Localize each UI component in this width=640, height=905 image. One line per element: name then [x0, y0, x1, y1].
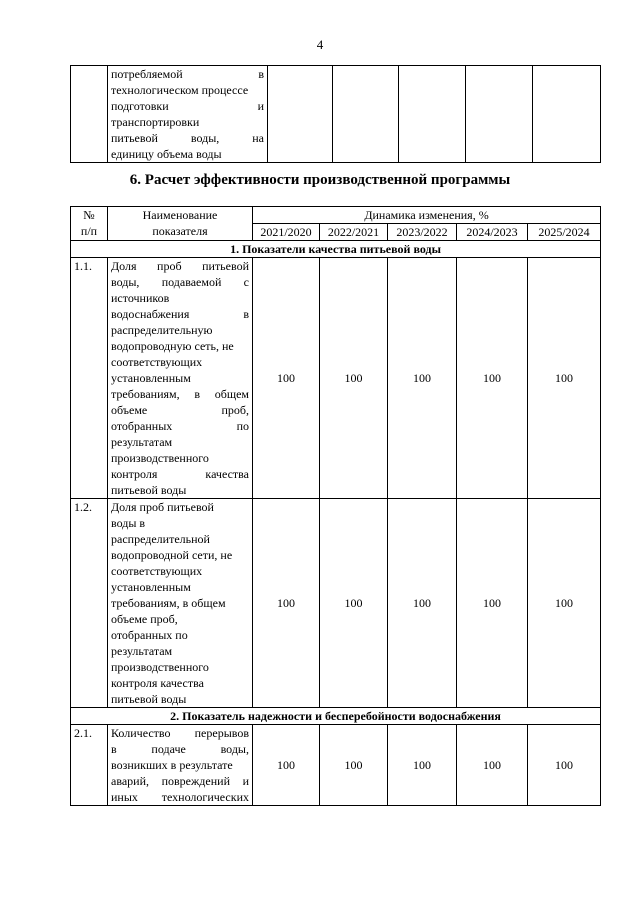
text-line: водопроводную сеть, не: [111, 339, 234, 353]
table-cell: [268, 66, 333, 163]
text-line: требованиям, в общем: [111, 387, 249, 401]
value-cell: 100: [253, 725, 320, 806]
row-number: 1.2.: [71, 499, 108, 708]
text-line: возникших в результате: [111, 758, 233, 772]
group-title: 1. Показатели качества питьевой воды: [71, 241, 601, 258]
value-cell: 100: [320, 725, 388, 806]
text-line: питьевой воды: [111, 692, 187, 706]
indicator-name-cell: [108, 258, 253, 499]
value-cell: 100: [388, 499, 457, 708]
table-cell: [71, 66, 108, 163]
text-line: отобранных по: [111, 419, 249, 433]
dynamics-header: Динамика изменения, %: [253, 207, 601, 224]
text-line: водопроводной сети, не: [111, 548, 233, 562]
text-line: источников: [111, 291, 170, 305]
page-number: 4: [316, 37, 324, 52]
value-cell: 100: [320, 499, 388, 708]
value-cell: 100: [528, 258, 601, 499]
value-cell: 100: [528, 499, 601, 708]
value-cell: 100: [253, 258, 320, 499]
text-line: транспортировки: [111, 115, 200, 129]
text-line: иных технологических: [111, 790, 249, 804]
group-row: [71, 708, 601, 725]
table-cell: [533, 66, 601, 163]
period-header: 2021/2020: [253, 224, 320, 241]
efficiency-table: [70, 206, 601, 806]
text-line: воды в: [111, 516, 146, 530]
group-row: [71, 241, 601, 258]
text-line: потребляемой в: [111, 67, 264, 81]
text-line: Доля проб питьевой: [111, 259, 249, 273]
row-number: 1.1.: [71, 258, 108, 499]
previous-table-continuation: [70, 65, 601, 163]
text-line: единицу объема воды: [111, 147, 222, 161]
text-line: питьевой воды, на: [111, 131, 264, 145]
period-header: 2022/2021: [320, 224, 388, 241]
text-line: результатам: [111, 435, 173, 449]
value-cell: 100: [388, 258, 457, 499]
value-cell: 100: [457, 725, 528, 806]
text-line: контроля качества: [111, 467, 249, 481]
text-line: результатам: [111, 644, 173, 658]
section-title: 6. Расчет эффективности производственной программы: [129, 172, 511, 188]
text-line: установленным: [111, 371, 191, 385]
value-cell: 100: [457, 258, 528, 499]
text-line: установленным: [111, 580, 191, 594]
value-cell: 100: [528, 725, 601, 806]
text-line: аварий, повреждений и: [111, 774, 249, 788]
period-header: 2025/2024: [528, 224, 601, 241]
col-name-header: [108, 207, 253, 241]
text-line: производственного: [111, 660, 209, 674]
period-header: 2023/2022: [388, 224, 457, 241]
text-line: контроля качества: [111, 676, 204, 690]
text-line: отобранных по: [111, 628, 188, 642]
col-name-header-line: показателя: [152, 224, 208, 238]
text-line: распределительной: [111, 532, 210, 546]
col-num-header-line: №: [83, 208, 95, 222]
table-cell: [399, 66, 466, 163]
col-name-header-line: Наименование: [142, 208, 218, 222]
table-row: [71, 725, 601, 806]
group-title: 2. Показатель надежности и бесперебойности водоснабжения: [71, 708, 601, 725]
table-cell: [466, 66, 533, 163]
text-line: объеме проб,: [111, 403, 249, 417]
text-line: соответствующих: [111, 564, 203, 578]
text-line: водоснабжения в: [111, 307, 249, 321]
indicator-name-cell: [108, 725, 253, 806]
text-line: технологическом процессе: [111, 83, 249, 97]
text-line: в подаче воды,: [111, 742, 249, 756]
period-header: 2024/2023: [457, 224, 528, 241]
table-cell: [333, 66, 399, 163]
value-cell: 100: [253, 499, 320, 708]
table-row: [71, 258, 601, 499]
text-line: производственного: [111, 451, 209, 465]
value-cell: 100: [388, 725, 457, 806]
text-line: Количество перерывов: [111, 726, 249, 740]
text-line: соответствующих: [111, 355, 203, 369]
text-line: объеме проб,: [111, 612, 178, 626]
col-num-header: [71, 207, 108, 241]
text-line: Доля проб питьевой: [111, 500, 214, 514]
indicator-name-cell: [108, 66, 268, 163]
text-line: требованиям, в общем: [111, 596, 226, 610]
value-cell: 100: [457, 499, 528, 708]
table-row: [71, 499, 601, 708]
text-line: воды, подаваемой с: [111, 275, 249, 289]
value-cell: 100: [320, 258, 388, 499]
indicator-name-cell: [108, 499, 253, 708]
text-line: подготовки и: [111, 99, 264, 113]
text-line: питьевой воды: [111, 483, 187, 497]
text-line: распределительную: [111, 323, 213, 337]
row-number: 2.1.: [71, 725, 108, 806]
col-num-header-line: п/п: [80, 224, 98, 238]
